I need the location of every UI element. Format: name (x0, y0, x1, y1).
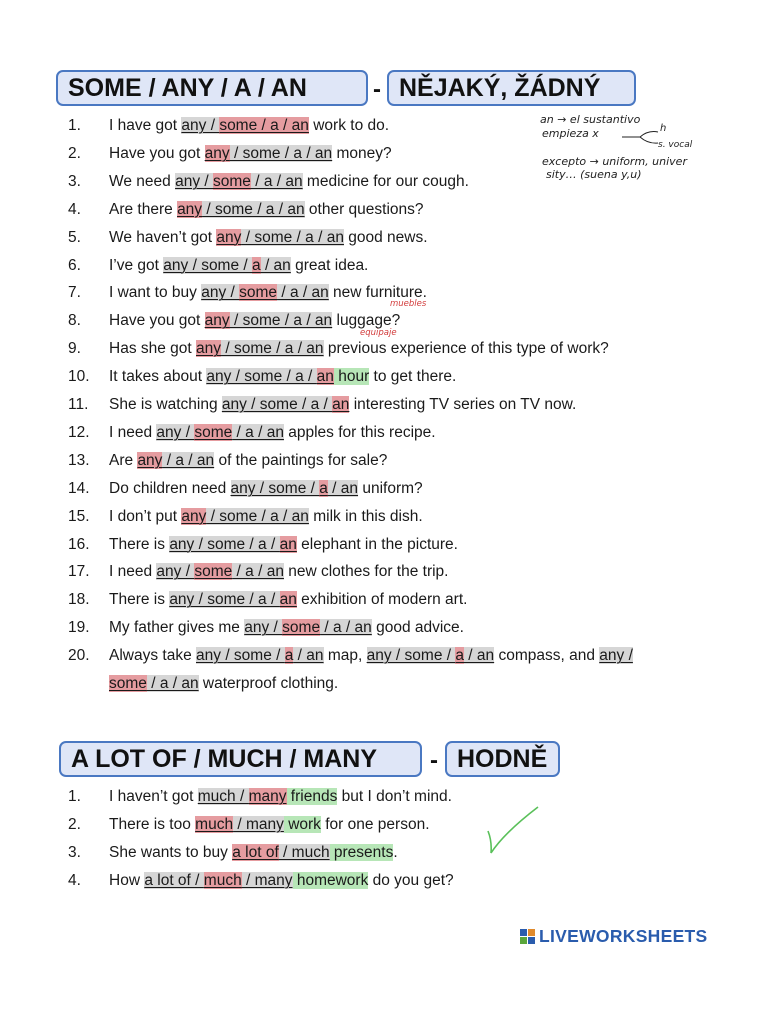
answer-options[interactable]: any / (599, 647, 633, 664)
item-text: money? (332, 144, 392, 162)
option-text: / many (241, 872, 293, 889)
selected-option: any (204, 144, 230, 162)
item-number: 10. (68, 368, 90, 386)
item-text: other questions? (304, 200, 424, 218)
item-text: do you get? (368, 872, 454, 889)
selected-option: some (194, 563, 233, 581)
handwritten-bracket-icon (620, 128, 662, 148)
brand-name: LIVEWORKSHEETS (539, 925, 708, 946)
selected-option: an (332, 396, 350, 413)
item-text: I need (109, 423, 157, 441)
option-text: much / (197, 788, 249, 805)
option-text: any / some / a / (206, 368, 317, 386)
item-text: My father gives me (109, 619, 245, 637)
item-text: for one person. (320, 816, 430, 833)
noun-highlight: homework (292, 872, 369, 889)
item-number: 4. (68, 872, 81, 889)
option-text: / a / an (320, 619, 372, 637)
answer-options[interactable] (156, 424, 284, 441)
item-text: She is watching (109, 396, 222, 413)
option-text: / a / an (232, 423, 284, 441)
option-text: / some / a / an (221, 340, 324, 358)
selected-option: a (284, 647, 294, 664)
answer-options[interactable] (181, 508, 309, 525)
item-text: I have got (109, 117, 182, 134)
handwritten-note-muebles: muebles (390, 299, 427, 309)
answer-options[interactable] (206, 368, 334, 385)
item-text: new clothes for the trip. (283, 563, 449, 581)
selected-option: any (196, 340, 222, 358)
selected-option: any (216, 228, 242, 246)
item-number: 3. (68, 844, 81, 861)
item-number: 17. (68, 563, 90, 581)
answer-options[interactable] (175, 173, 303, 190)
selected-option: some (213, 172, 251, 190)
item-number: 12. (68, 423, 90, 441)
item-text: Have you got (109, 144, 205, 162)
item-number: 11. (68, 396, 89, 413)
section2-dash: - (430, 747, 438, 774)
selected-option: a (319, 479, 328, 497)
answer-options[interactable] (231, 480, 359, 497)
option-text: / some / a / an (202, 200, 305, 218)
option-text: / an (463, 647, 495, 664)
option-text: any / some / a / (169, 591, 280, 609)
answer-options[interactable] (222, 396, 350, 413)
handwritten-note-equipaje: equipaje (360, 328, 397, 338)
answer-options[interactable] (244, 619, 372, 636)
item-text: compass, and (494, 647, 600, 664)
item-text: Are there (109, 200, 178, 218)
option-text: any / (156, 563, 195, 581)
item-text: Are (109, 451, 138, 469)
answer-options[interactable] (156, 563, 284, 580)
selected-option: any (181, 507, 207, 525)
noun-highlight: presents (329, 844, 394, 861)
selected-option: many (248, 788, 287, 805)
item-number: 15. (68, 507, 90, 525)
item-number: 6. (68, 256, 81, 274)
answer-options[interactable] (205, 145, 333, 162)
item-text: I need (109, 563, 157, 581)
option-text: any / some / a / (221, 396, 333, 413)
item-text: I’ve got (109, 256, 164, 274)
option-text: / an (260, 256, 291, 274)
selected-option: a (252, 256, 261, 274)
item-number: 2. (68, 816, 81, 833)
item-number: 13. (68, 451, 90, 469)
option-text: / a / an (277, 284, 329, 302)
option-text: / a / an (146, 675, 199, 692)
section2-title: A LOT OF / MUCH / MANY (59, 741, 422, 777)
option-text: any / some / a / (169, 535, 280, 553)
item-text: We haven’t got (109, 228, 217, 246)
item-text: There is (109, 535, 170, 553)
option-text: any / (175, 172, 213, 190)
item-number: 1. (68, 117, 81, 134)
section1-translation: NĚJAKÝ, ŽÁDNÝ (387, 70, 636, 106)
item-text: apples for this recipe. (283, 423, 436, 441)
selected-option: an (279, 591, 297, 609)
option-text: / some / a / an (229, 144, 333, 162)
item-number: 9. (68, 340, 81, 358)
selected-option: a lot of (232, 844, 279, 861)
item-text: interesting TV series on TV now. (349, 396, 577, 413)
item-text: exhibition of modern art. (296, 591, 468, 609)
item-number: 18. (68, 591, 90, 609)
item-number: 3. (68, 172, 81, 190)
item-text: to get there. (369, 368, 457, 386)
item-text: great idea. (290, 256, 369, 274)
selected-option: some (109, 675, 147, 692)
item-text: How (109, 872, 145, 889)
item-text: medicine for our cough. (302, 172, 469, 190)
answer-options[interactable] (205, 312, 333, 329)
section1-title: SOME / ANY / A / AN (56, 70, 368, 106)
answer-options[interactable] (181, 117, 309, 134)
noun-highlight: friends (286, 788, 338, 805)
handwritten-note-line3: excepto → uniform, univer (542, 155, 687, 168)
selected-option: some (239, 284, 278, 302)
selected-option: any (177, 200, 203, 218)
item-text: good advice. (371, 619, 464, 637)
item-text: Have you got (109, 312, 205, 330)
selected-option: much (195, 816, 234, 833)
answer-options[interactable] (144, 872, 292, 889)
answer-options[interactable] (201, 284, 329, 301)
item-text: elephant in the picture. (296, 535, 458, 553)
option-text: a lot of / (144, 872, 204, 889)
option-text: any / some / (196, 647, 285, 664)
answer-options[interactable] (163, 257, 291, 274)
noun-highlight: work (283, 816, 321, 833)
selected-option: any (204, 312, 230, 330)
item-text: It takes about (109, 368, 207, 386)
option-text: / some / a / an (206, 507, 309, 525)
option-text: any / (244, 619, 283, 637)
item-text: We need (109, 172, 176, 190)
option-text: any / (201, 284, 240, 302)
selected-option: any (137, 451, 163, 469)
section1-dash: - (373, 76, 381, 103)
selected-option: an (279, 535, 297, 553)
handwritten-note-line1: an → el sustantivo (540, 113, 641, 126)
option-text: any / (181, 117, 220, 134)
answer-options[interactable] (198, 788, 287, 805)
section2-translation: HODNĚ (445, 741, 560, 777)
answer-options[interactable] (169, 591, 297, 608)
item-text: of the paintings for sale? (214, 451, 388, 469)
option-text: any / some / (366, 647, 456, 664)
option-text: / an (327, 479, 359, 497)
item-text: milk in this dish. (308, 507, 423, 525)
item-number: 20. (68, 647, 90, 664)
item-text: . (393, 844, 398, 861)
selected-option: much (203, 872, 242, 889)
option-text: / a / an (232, 563, 284, 581)
item-number: 14. (68, 479, 90, 497)
item-text: uniform? (358, 479, 423, 497)
answer-options[interactable] (367, 647, 495, 664)
item-text: Always take (109, 647, 197, 664)
item-text: I don’t put (109, 507, 182, 525)
item-text: She wants to buy (109, 844, 233, 861)
item-text: luggage? (332, 312, 401, 330)
item-text: but I don’t mind. (337, 788, 452, 805)
option-text: / some / a / an (241, 228, 344, 246)
item-text: There is (109, 591, 170, 609)
handwritten-note-line2: empieza x (542, 127, 599, 140)
answer-options[interactable] (196, 340, 324, 357)
selected-option: an (316, 368, 334, 386)
answer-options[interactable] (177, 201, 305, 218)
option-text: any / some / (163, 256, 253, 274)
item-text: map, (323, 647, 367, 664)
checkmark-icon (484, 803, 542, 857)
item-text: previous experience of this type of work? (323, 340, 609, 358)
option-text: / some / a / an (229, 312, 333, 330)
option-text: / much (278, 844, 330, 861)
selected-option: a (455, 647, 464, 664)
item-text: new furniture. (328, 284, 427, 302)
item-text: I haven’t got (109, 788, 198, 805)
answer-options[interactable] (137, 452, 214, 469)
item-text: Do children need (109, 479, 231, 497)
answer-options[interactable] (196, 647, 324, 664)
item-text: work to do. (308, 117, 390, 134)
answer-options[interactable] (232, 844, 329, 861)
answer-options[interactable] (216, 229, 344, 246)
option-text: any / (156, 423, 195, 441)
item-text: Has she got (109, 340, 197, 358)
selected-option: some (282, 619, 321, 637)
selected-option: some (194, 423, 233, 441)
liveworksheets-icon (520, 929, 535, 944)
handwritten-note-h: h (660, 123, 667, 134)
item-number: 16. (68, 535, 90, 553)
selected-option: some / a / an (219, 117, 309, 134)
item-number: 7. (68, 284, 81, 302)
item-text: hour (333, 368, 370, 386)
item-number: 1. (68, 788, 81, 805)
item-number: 19. (68, 619, 90, 637)
option-text: any / some / (230, 479, 320, 497)
answer-options[interactable] (109, 675, 199, 692)
answer-options[interactable] (169, 536, 297, 553)
option-text: / an (293, 647, 324, 664)
handwritten-note-line4: sity… (suena y,u) (546, 168, 642, 181)
item-text: I want to buy (109, 284, 202, 302)
item-number: 4. (68, 200, 81, 218)
item-text: There is too (109, 816, 196, 833)
item-number: 8. (68, 312, 81, 330)
option-text: / many (233, 816, 284, 833)
item-text: waterproof clothing. (198, 675, 339, 692)
option-text: / a / an (162, 451, 215, 469)
item-number: 2. (68, 144, 81, 162)
item-text: good news. (343, 228, 428, 246)
liveworksheets-logo[interactable] (520, 926, 708, 946)
option-text: / a / an (250, 172, 303, 190)
answer-options[interactable] (195, 816, 284, 833)
item-number: 5. (68, 228, 81, 246)
handwritten-note-vowel: s. vocal (658, 140, 693, 150)
